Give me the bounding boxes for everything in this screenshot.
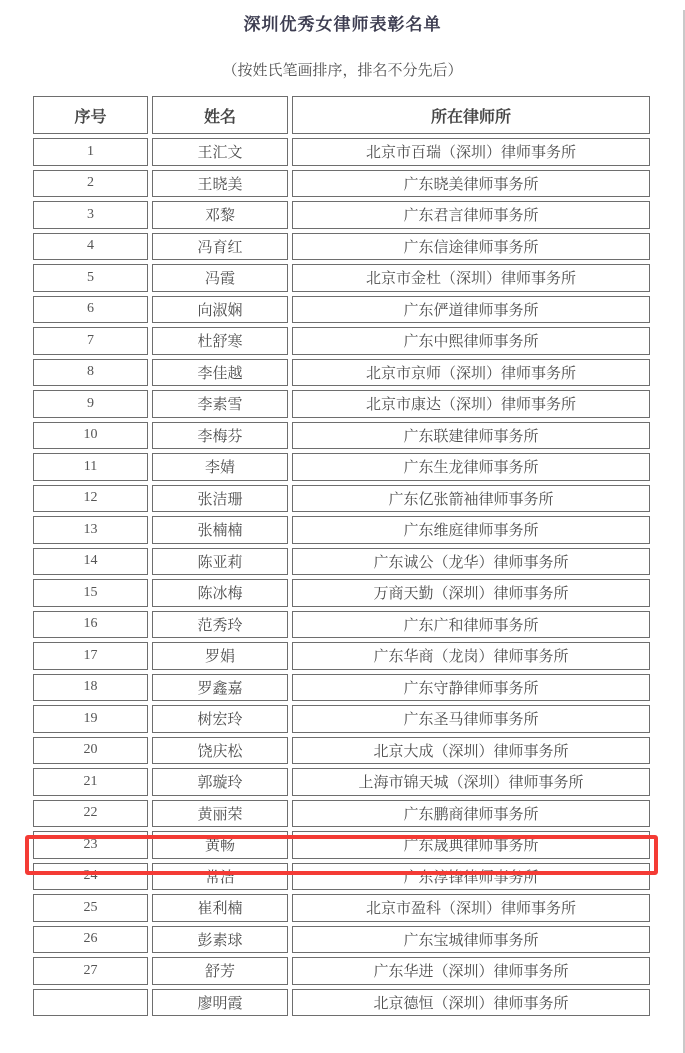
- cell-firm: 北京市京师（深圳）律师事务所: [292, 359, 650, 387]
- cell-no: 10: [33, 422, 148, 450]
- cell-firm: 上海市锦天城（深圳）律师事务所: [292, 768, 650, 796]
- cell-name: 崔利楠: [152, 894, 288, 922]
- table-row: [33, 170, 650, 198]
- table-header-row: [33, 96, 650, 134]
- cell-no: 19: [33, 705, 148, 733]
- table-row: [33, 863, 650, 891]
- cell-firm: 广东俨道律师事务所: [292, 296, 650, 324]
- cell-no: 11: [33, 453, 148, 481]
- cell-firm: 广东生龙律师事务所: [292, 453, 650, 481]
- cell-name: 廖明霞: [152, 989, 288, 1017]
- cell-name: 树宏玲: [152, 705, 288, 733]
- cell-name: 冯霞: [152, 264, 288, 292]
- cell-no: 8: [33, 359, 148, 387]
- cell-name: 李梅芬: [152, 422, 288, 450]
- table-row: [33, 453, 650, 481]
- cell-name: 饶庆松: [152, 737, 288, 765]
- cell-no: 24: [33, 863, 148, 891]
- cell-no: 23: [33, 831, 148, 859]
- cell-name: 黄畅: [152, 831, 288, 859]
- cell-no: 16: [33, 611, 148, 639]
- cell-firm: 广东维庭律师事务所: [292, 516, 650, 544]
- table-row: [33, 516, 650, 544]
- table-row: [33, 264, 650, 292]
- cell-no: 12: [33, 485, 148, 513]
- table-row: [33, 705, 650, 733]
- table-row: [33, 800, 650, 828]
- cell-no: 4: [33, 233, 148, 261]
- cell-no: 1: [33, 138, 148, 166]
- table-row: [33, 674, 650, 702]
- cell-no: 14: [33, 548, 148, 576]
- cell-firm: 北京德恒（深圳）律师事务所: [292, 989, 650, 1017]
- cell-firm: 万商天勤（深圳）律师事务所: [292, 579, 650, 607]
- cell-firm: 广东华进（深圳）律师事务所: [292, 957, 650, 985]
- table-row: [33, 390, 650, 418]
- cell-firm: 广东诚公（龙华）律师事务所: [292, 548, 650, 576]
- cell-name: 李素雪: [152, 390, 288, 418]
- cell-no: 3: [33, 201, 148, 229]
- header-firm: 所在律师所: [292, 96, 650, 134]
- table-row: [33, 201, 650, 229]
- cell-no: 20: [33, 737, 148, 765]
- table-row: [33, 737, 650, 765]
- cell-no: 7: [33, 327, 148, 355]
- table-row: [33, 989, 650, 1017]
- cell-firm: 广东信途律师事务所: [292, 233, 650, 261]
- cell-name: 李婧: [152, 453, 288, 481]
- cell-no: 17: [33, 642, 148, 670]
- cell-name: 彭素球: [152, 926, 288, 954]
- table-row: [33, 485, 650, 513]
- page-title: 深圳优秀女律师表彰名单: [243, 15, 442, 34]
- cell-name: 王汇文: [152, 138, 288, 166]
- cell-no: [33, 989, 148, 1017]
- cell-firm: 广东淳锋律师事务所: [292, 863, 650, 891]
- cell-name: 罗娟: [152, 642, 288, 670]
- cell-firm: 北京市康达（深圳）律师事务所: [292, 390, 650, 418]
- cell-firm: 广东晓美律师事务所: [292, 170, 650, 198]
- cell-no: 27: [33, 957, 148, 985]
- cell-name: 罗鑫嘉: [152, 674, 288, 702]
- table-row: [33, 768, 650, 796]
- cell-firm: 广东守静律师事务所: [292, 674, 650, 702]
- cell-no: 21: [33, 768, 148, 796]
- table-row: [33, 296, 650, 324]
- cell-no: 22: [33, 800, 148, 828]
- cell-firm: 北京市百瑞（深圳）律师事务所: [292, 138, 650, 166]
- cell-firm: 北京市盈科（深圳）律师事务所: [292, 894, 650, 922]
- table-row: [33, 233, 650, 261]
- cell-name: 舒芳: [152, 957, 288, 985]
- page-subtitle: （按姓氏笔画排序，排名不分先后）: [222, 63, 463, 79]
- table-row: [33, 894, 650, 922]
- cell-firm: 北京市金杜（深圳）律师事务所: [292, 264, 650, 292]
- header-name: 姓名: [152, 96, 288, 134]
- table-row: [33, 359, 650, 387]
- cell-name: 王晓美: [152, 170, 288, 198]
- cell-name: 常洁: [152, 863, 288, 891]
- cell-name: 张洁珊: [152, 485, 288, 513]
- table-row: [33, 138, 650, 166]
- table-row: [33, 327, 650, 355]
- lawyer-table: [29, 92, 654, 1020]
- table-row: [33, 611, 650, 639]
- cell-no: 25: [33, 894, 148, 922]
- table-row: [33, 831, 650, 859]
- cell-firm: 广东鹏商律师事务所: [292, 800, 650, 828]
- table-row: [33, 422, 650, 450]
- cell-firm: 广东中熙律师事务所: [292, 327, 650, 355]
- table-row: [33, 957, 650, 985]
- cell-no: 15: [33, 579, 148, 607]
- cell-name: 范秀玲: [152, 611, 288, 639]
- cell-firm: 广东圣马律师事务所: [292, 705, 650, 733]
- cell-no: 2: [33, 170, 148, 198]
- cell-name: 向淑娴: [152, 296, 288, 324]
- cell-firm: 广东宝城律师事务所: [292, 926, 650, 954]
- cell-firm: 广东广和律师事务所: [292, 611, 650, 639]
- cell-name: 陈亚莉: [152, 548, 288, 576]
- cell-firm: 广东君言律师事务所: [292, 201, 650, 229]
- cell-no: 18: [33, 674, 148, 702]
- lawyer-table-body: [33, 138, 650, 1016]
- cell-no: 5: [33, 264, 148, 292]
- cell-name: 杜舒寒: [152, 327, 288, 355]
- header-no: 序号: [33, 96, 148, 134]
- table-row: [33, 548, 650, 576]
- cell-name: 张楠楠: [152, 516, 288, 544]
- cell-name: 邓黎: [152, 201, 288, 229]
- table-row: [33, 926, 650, 954]
- cell-name: 冯育红: [152, 233, 288, 261]
- table-row: [33, 579, 650, 607]
- cell-no: 13: [33, 516, 148, 544]
- cell-firm: 广东亿张箭袖律师事务所: [292, 485, 650, 513]
- cell-name: 李佳越: [152, 359, 288, 387]
- cell-no: 9: [33, 390, 148, 418]
- cell-name: 郭璇玲: [152, 768, 288, 796]
- cell-no: 26: [33, 926, 148, 954]
- cell-name: 黄丽荣: [152, 800, 288, 828]
- cell-firm: 北京大成（深圳）律师事务所: [292, 737, 650, 765]
- cell-no: 6: [33, 296, 148, 324]
- cell-name: 陈冰梅: [152, 579, 288, 607]
- table-row: [33, 642, 650, 670]
- cell-firm: 广东晟典律师事务所: [292, 831, 650, 859]
- cell-firm: 广东华商（龙岗）律师事务所: [292, 642, 650, 670]
- cell-firm: 广东联建律师事务所: [292, 422, 650, 450]
